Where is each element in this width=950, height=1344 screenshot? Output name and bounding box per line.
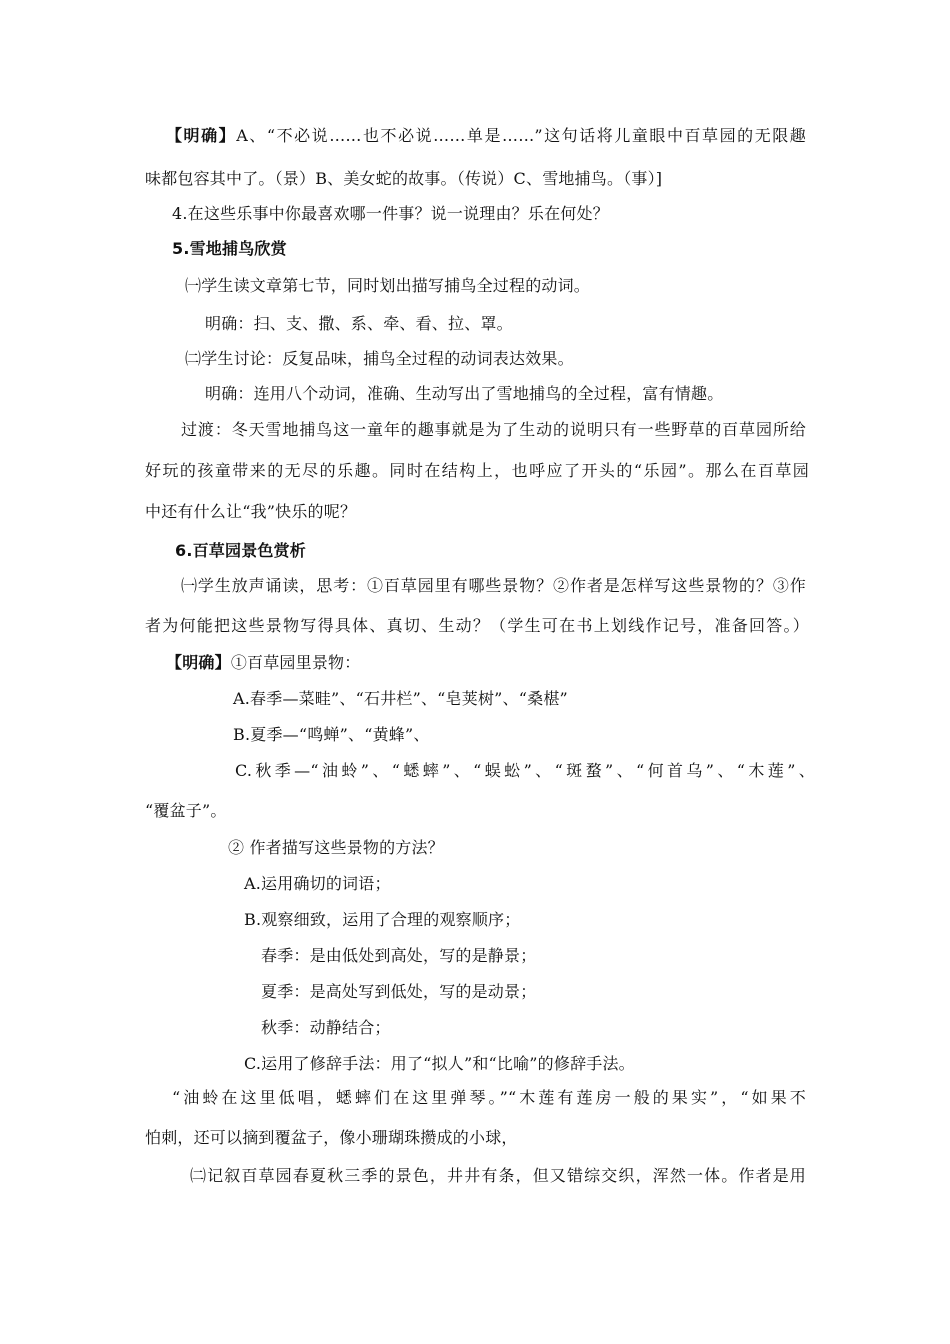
answer-6-text: ①百草园里景物： (230, 653, 361, 672)
transition-line-3: 中还有什么让“我”快乐的呢？ (145, 502, 357, 521)
season-summer-items: B.夏季—“鸣蝉”、“黄蜂”、 (233, 725, 430, 744)
answer-label: 【明确】 (166, 126, 237, 145)
season-autumn-items: C.秋季—“油蛉”、“蟋蟀”、“蜈蚣”、“斑蝥”、“何首乌”、“木莲”、 (235, 761, 815, 780)
season-spring-items: A.春季—菜畦”、“石井栏”、“皂荚树”、“桑椹” (233, 689, 568, 708)
method-spring: 春季：是由低处到高处，写的是静景； (261, 946, 537, 965)
answer-paragraph (166, 125, 806, 147)
method-autumn: 秋季：动静结合； (261, 1018, 391, 1037)
answer-6 (166, 652, 360, 674)
step-6-1-line-1: ㈠学生放声诵读，思考：①百草园里有哪些景物？②作者是怎样写这些景物的？③作 (181, 576, 806, 595)
method-question: ② 作者描写这些景物的方法？ (228, 838, 444, 857)
step-5-2-answer: 明确：连用八个动词，准确、生动写出了雪地捕鸟的全过程，富有情趣。 (205, 384, 724, 403)
quote-line-2: 怕刺，还可以摘到覆盆子，像小珊瑚珠攒成的小球， (145, 1128, 518, 1147)
method-a: A.运用确切的词语； (244, 874, 391, 893)
method-c: C.运用了修辞手法：用了“拟人”和“比喻”的修辞手法。 (244, 1054, 635, 1073)
step-5-2: ㈡学生讨论：反复品味，捕鸟全过程的动词表达效果。 (185, 349, 574, 368)
transition-line-2: 好玩的孩童带来的无尽的乐趣。同时在结构上，也呼应了开头的“乐园”。那么在百草园 (145, 461, 809, 480)
step-5-1-answer: 明确：扫、支、撒、系、牵、看、拉、罩。 (205, 314, 513, 333)
question-4: 4.在这些乐事中你最喜欢哪一件事？说一说理由？乐在何处？ (172, 204, 609, 223)
answer-paragraph-continuation: 味都包容其中了。（景）B、美女蛇的故事。（传说）C、雪地捕鸟。（事）] (145, 169, 663, 188)
answer-text: A、“不必说……也不必说……单是……”这句话将儿童眼中百草园的无限趣 (236, 126, 806, 145)
step-6-2: ㈡记叙百草园春夏秋三季的景色，井井有条，但又错综交织，浑然一体。作者是用 (190, 1166, 806, 1185)
step-6-1-line-2: 者为何能把这些景物写得具体、真切、生动？（学生可在书上划线作记号，准备回答。） (145, 616, 809, 635)
method-summer: 夏季：是高处写到低处，写的是动景； (261, 982, 537, 1001)
quote-line-1: “油蛉在这里低唱，蟋蟀们在这里弹琴。”“木莲有莲房一般的果实”，“如果不 (172, 1088, 806, 1107)
section-heading-6: 6.百草园景色赏析 (175, 541, 307, 560)
method-b: B.观察细致，运用了合理的观察顺序； (244, 910, 521, 929)
step-5-1: ㈠学生读文章第七节，同时划出描写捕鸟全过程的动词。 (185, 276, 591, 295)
section-heading-5: 5.雪地捕鸟欣赏 (172, 239, 287, 258)
season-autumn-continuation: “覆盆子”。 (145, 801, 227, 820)
transition-line-1: 过渡：冬天雪地捕鸟这一童年的趣事就是为了生动的说明只有一些野草的百草园所给 (181, 420, 806, 439)
answer-6-label: 【明确】 (166, 653, 231, 672)
